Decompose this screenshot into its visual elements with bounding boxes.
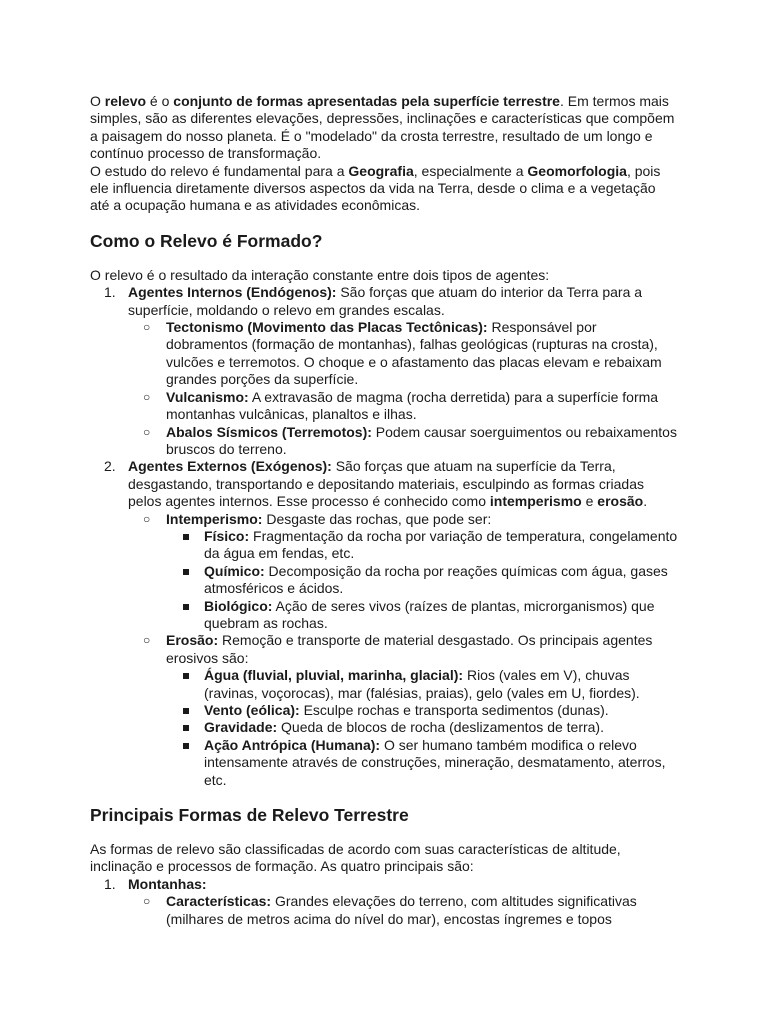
item-label: Montanhas: xyxy=(128,875,207,892)
item-label: Abalos Sísmicos (Terremotos): xyxy=(166,423,372,440)
list-item xyxy=(166,702,678,719)
item-text: Podem causar soerguimentos ou rebaixamentos bruscos do terreno. xyxy=(166,423,677,457)
list-number: 1. xyxy=(104,284,116,301)
item-label: Vento (eólica): xyxy=(204,702,300,718)
intro-paragraph-2 xyxy=(90,163,678,215)
list-item xyxy=(166,737,678,789)
circle-bullet-icon: ○ xyxy=(143,424,151,439)
list-item xyxy=(166,667,678,702)
list-item xyxy=(90,458,678,789)
item-label: Gravidade: xyxy=(204,719,278,736)
item-label: Características: xyxy=(166,893,272,910)
bold-term: intemperismo xyxy=(489,493,582,510)
square-bullet-icon xyxy=(183,743,189,749)
text-run: , especialmente a xyxy=(413,162,528,179)
section-heading: Principais Formas de Relevo Terrestre xyxy=(90,805,409,826)
text-run: , pois ele influencia diretamente diversos aspectos da vida na Terra, desde o clima e a vegetação até a ocupação humana e as atividades econômicas. xyxy=(90,162,661,214)
item-text: Rios (vales em V), chuvas (ravinas, voçorocas), mar (falésias, praias), gelo (vales em U, fiordes). xyxy=(204,667,640,701)
item-label: Biológico: xyxy=(204,597,273,614)
item-text: Desgaste das rochas, que pode ser: xyxy=(262,510,492,527)
square-bullet-icon xyxy=(183,708,189,714)
circle-bullet-icon: ○ xyxy=(143,389,151,404)
item-text: e xyxy=(581,493,598,510)
item-text: O ser humano também modifica o relevo intensamente através de construções, mineração, desmatamento, aterros, etc. xyxy=(204,736,666,788)
bold-term: Geografia xyxy=(348,162,414,179)
numbered-list xyxy=(90,876,678,928)
item-label: Vulcanismo: xyxy=(166,388,249,405)
square-bullet-list xyxy=(166,667,678,789)
intro-paragraph-1 xyxy=(90,93,678,163)
bold-term: Geomorfologia xyxy=(527,162,627,179)
list-item xyxy=(128,893,678,928)
bold-term: relevo xyxy=(104,93,147,109)
item-label: Físico: xyxy=(204,527,250,544)
square-bullet-icon xyxy=(183,569,189,575)
text-run: . Em termos mais simples, são as diferentes elevações, depressões, inclinações e características que compõem a paisagem do nosso planeta. É o "modelado" da crosta terrestre, resultado de um longo e contínuo processo de transformação. xyxy=(90,93,675,162)
item-text: Ação de seres vivos (raízes de plantas, microrganismos) que quebram as rochas. xyxy=(204,597,655,631)
item-label: Água (fluvial, pluvial, marinha, glacial): xyxy=(204,667,464,684)
item-text: São forças que atuam do interior da Terra para a superfície, moldando o relevo em grandes escalas. xyxy=(128,284,643,318)
bullet-list xyxy=(128,511,678,790)
bullet-list xyxy=(128,893,678,928)
square-bullet-icon xyxy=(183,604,189,610)
list-item xyxy=(90,284,678,458)
bullet-list xyxy=(128,319,678,458)
item-text: Responsável por dobramentos (formação de montanhas), falhas geológicas (rupturas na crosta), vulcões e terremotos. O choque e o afastamento das placas elevam e rebaixam grandes porções da superfície. xyxy=(166,319,662,388)
list-number: 2. xyxy=(104,458,116,475)
list-item xyxy=(166,528,678,563)
item-label: Erosão: xyxy=(166,632,219,649)
square-bullet-list xyxy=(166,528,678,632)
item-text: São forças que atuam na superfície da Terra, desgastando, transportando e depositando materiais, esculpindo as formas criadas pelos agentes internos. Esse processo é conhecido como xyxy=(128,458,644,510)
item-text: . xyxy=(643,493,648,510)
text-run: é o xyxy=(146,93,174,109)
list-item xyxy=(90,876,678,928)
item-text: Fragmentação da rocha por variação de temperatura, congelamento da água em fendas, etc. xyxy=(204,527,678,562)
list-number: 1. xyxy=(104,875,116,892)
item-text: Remoção e transporte de material desgastado. Os principais agentes erosivos são: xyxy=(166,632,653,666)
list-item xyxy=(128,511,678,633)
item-text: A extravasão de magma (rocha derretida) para a superfície forma montanhas vulcânicas, planaltos e ilhas. xyxy=(166,388,659,423)
item-label: Agentes Externos (Exógenos): xyxy=(128,458,332,475)
list-item xyxy=(128,632,678,789)
text-run: O xyxy=(90,93,105,109)
section-intro: O relevo é o resultado da interação constante entre dois tipos de agentes: xyxy=(90,266,550,283)
item-label: Ação Antrópica (Humana): xyxy=(204,736,381,753)
item-text: Esculpe rochas e transporta sedimentos (dunas). xyxy=(299,702,609,718)
numbered-list xyxy=(90,284,678,789)
list-item xyxy=(128,319,678,389)
square-bullet-icon xyxy=(183,725,189,731)
circle-bullet-icon: ○ xyxy=(143,320,151,335)
list-item xyxy=(166,563,678,598)
list-item xyxy=(166,598,678,633)
section-heading: Como o Relevo é Formado? xyxy=(90,230,323,251)
item-label: Tectonismo (Movimento das Placas Tectônicas): xyxy=(166,319,488,336)
section-intro: As formas de relevo são classificadas de acordo com suas características de altitude, inclinação e processos de formação. As quatro principais são: xyxy=(90,841,621,875)
list-item xyxy=(128,389,678,424)
circle-bullet-icon: ○ xyxy=(143,511,151,526)
item-text: Decomposição da rocha por reações químicas com água, gases atmosféricos e ácidos. xyxy=(204,562,668,597)
list-item xyxy=(166,719,678,736)
list-item xyxy=(128,424,678,459)
item-label: Químico: xyxy=(204,562,265,579)
square-bullet-icon xyxy=(183,673,189,679)
item-text: Grandes elevações do terreno, com altitudes significativas (milhares de metros acima do nível do mar), encostas íngremes e topos xyxy=(166,893,637,927)
square-bullet-icon xyxy=(183,534,189,540)
item-label: Intemperismo: xyxy=(166,510,263,527)
item-text: Queda de blocos de rocha (deslizamentos de terra). xyxy=(277,719,604,736)
text-run: O estudo do relevo é fundamental para a xyxy=(90,162,349,179)
bold-term: erosão xyxy=(597,493,644,510)
circle-bullet-icon: ○ xyxy=(143,894,151,909)
item-label: Agentes Internos (Endógenos): xyxy=(128,284,337,301)
bold-term: conjunto de formas apresentadas pela superfície terrestre xyxy=(173,93,560,109)
circle-bullet-icon: ○ xyxy=(143,633,151,648)
